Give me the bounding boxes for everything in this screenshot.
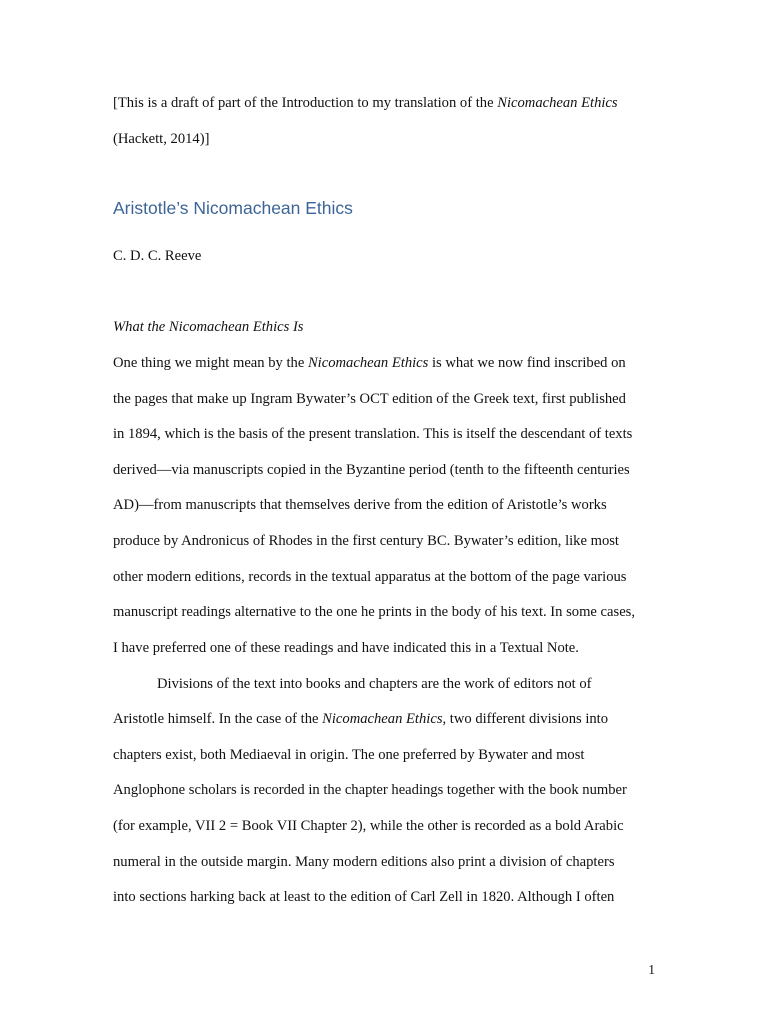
draft-note-line-2: (Hackett, 2014)] [113,131,210,147]
paragraph-2-line-1: Divisions of the text into books and chapters are the work of editors not of [157,676,592,692]
paragraph-2-line: chapters exist, both Mediaeval in origin. The one preferred by Bywater and most [113,747,585,763]
paragraph-1-line: manuscript readings alternative to the one he prints in the body of his text. In some cases, [113,604,635,620]
paragraph-1-line: produce by Andronicus of Rhodes in the first century BC. Bywater’s edition, like most [113,533,619,549]
paragraph-2-line: Anglophone scholars is recorded in the chapter headings together with the book number [113,782,627,798]
paragraph-1-line: AD)—from manuscripts that themselves derive from the edition of Aristotle’s works [113,497,607,513]
paragraph-1-line: in 1894, which is the basis of the present translation. This is itself the descendant of texts [113,426,633,442]
paragraph-1-line: other modern editions, records in the textual apparatus at the bottom of the page various [113,569,627,585]
paragraph-2-line: into sections harking back at least to the edition of Carl Zell in 1820. Although I often [113,889,615,905]
document-title: Aristotle’s Nicomachean Ethics [113,198,353,218]
paragraph-1-line: I have preferred one of these readings and have indicated this in a Textual Note. [113,640,579,656]
section-heading: What the Nicomachean Ethics Is [113,319,304,335]
author-name: C. D. C. Reeve [113,248,202,264]
paragraph-1-line-1: One thing we might mean by the Nicomachean Ethics is what we now find inscribed on [113,355,626,371]
paragraph-2-line-2: Aristotle himself. In the case of the Nicomachean Ethics, two different divisions into [113,711,609,727]
paragraph-1-line: derived—via manuscripts copied in the Byzantine period (tenth to the fifteenth centuries [113,462,630,478]
draft-note-line-1: [This is a draft of part of the Introduction to my translation of the Nicomachean Ethics [113,95,618,111]
paragraph-1-line: the pages that make up Ingram Bywater’s OCT edition of the Greek text, first published [113,391,626,407]
page-number: 1 [648,962,655,977]
paragraph-2-line: (for example, VII 2 = Book VII Chapter 2), while the other is recorded as a bold Arabic [113,818,624,834]
paragraph-2-line: numeral in the outside margin. Many modern editions also print a division of chapters [113,854,615,870]
